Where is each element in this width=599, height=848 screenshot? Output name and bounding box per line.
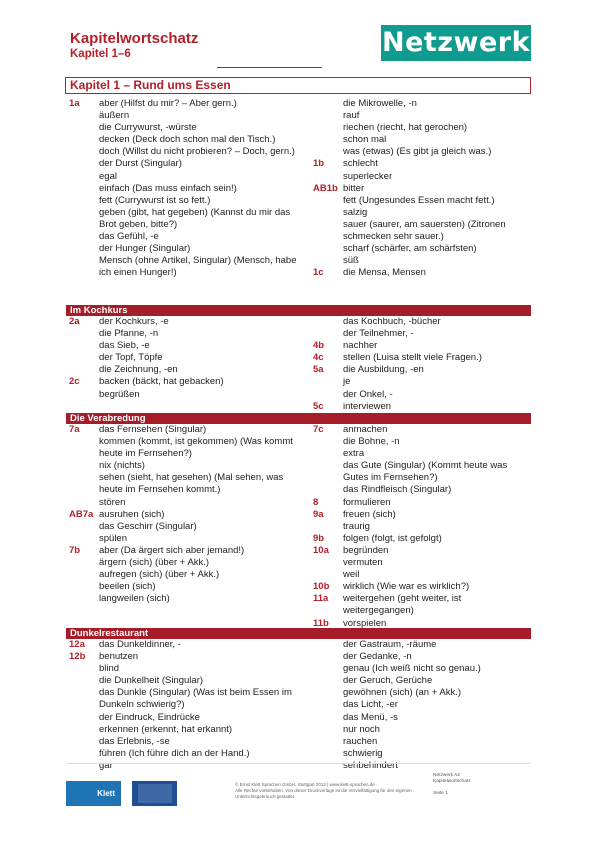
chapter-title: Kapitel 1 – Rund ums Essen <box>65 77 531 94</box>
vocab-entry <box>313 760 533 772</box>
vocab-text: das Dunkle (Singular) (Was ist beim Essen im Dunkeln schwierig?) <box>99 687 292 711</box>
vocab-entry <box>69 98 301 110</box>
vocab-entry <box>313 699 533 711</box>
vocab-entry <box>69 639 301 651</box>
vocab-text: erkennen (erkennt, hat erkannt) <box>99 723 233 735</box>
vocab-entry <box>69 316 301 328</box>
exercise-code <box>69 687 99 711</box>
vocab-text: genau (Ich weiß nicht so genau.) <box>343 663 481 675</box>
exercise-code <box>69 146 99 158</box>
exercise-code: 7a <box>69 424 80 435</box>
exercise-code <box>69 183 99 195</box>
exercise-code: 10b <box>313 581 330 593</box>
exercise-code <box>69 436 99 460</box>
vocab-entry <box>69 472 301 496</box>
vocab-text: gewöhnen (sich) (an + Akk.) <box>343 687 462 699</box>
vocab-entry <box>313 255 533 267</box>
vocab-entry <box>313 521 533 533</box>
vocab-text: anmachen <box>343 424 388 435</box>
vocab-text: benutzen <box>99 651 139 663</box>
vocab-entry <box>313 748 533 760</box>
exercise-code <box>69 748 99 760</box>
vocab-entry <box>313 497 533 509</box>
vocab-text: egal <box>99 170 117 182</box>
exercise-code: 4b <box>313 340 325 352</box>
vocab-entry <box>313 98 533 110</box>
exercise-code: 12b <box>69 651 86 663</box>
vocab-entry <box>313 545 533 557</box>
vocab-entry <box>313 328 533 340</box>
vocab-entry <box>313 581 533 593</box>
vocab-entry <box>69 736 301 748</box>
page-number: Seite 1 <box>433 791 448 796</box>
vocab-text: aufregen (sich) (über + Akk.) <box>99 569 220 581</box>
exercise-code <box>313 484 343 496</box>
exercise-code <box>313 639 343 651</box>
vocab-text: stellen (Luisa stellt viele Fragen.) <box>343 352 482 364</box>
vocab-entry <box>69 158 301 170</box>
exercise-code <box>69 207 99 231</box>
vocab-entry <box>69 521 301 533</box>
vocab-text: rauchen <box>343 735 378 747</box>
vocab-text: interviewen <box>343 400 392 412</box>
vocab-text: spülen <box>99 532 127 544</box>
exercise-code <box>313 98 343 110</box>
vocab-text: der Durst (Singular) <box>99 158 182 170</box>
vocab-entry <box>313 639 533 651</box>
exercise-code <box>313 389 343 401</box>
section-4-right-column <box>313 639 533 772</box>
vocab-entry <box>69 545 301 557</box>
exercise-code <box>313 436 343 448</box>
vocab-entry <box>313 267 533 279</box>
vocab-text: der Onkel, - <box>343 388 393 400</box>
exercise-code <box>69 352 99 364</box>
exercise-code <box>313 663 343 675</box>
vocab-text: freuen (sich) <box>343 508 396 520</box>
vocab-entry <box>69 122 301 134</box>
doc-name: Kapitelwortschatz <box>433 779 471 784</box>
exercise-code <box>313 195 343 207</box>
vocab-entry <box>313 533 533 545</box>
exercise-code <box>69 231 99 243</box>
vocab-text: die Mikrowelle, -n <box>343 98 417 109</box>
exercise-code <box>69 243 99 255</box>
vocab-text: je <box>343 376 351 388</box>
vocab-entry <box>69 581 301 593</box>
vocab-text: das Rindfleisch (Singular) <box>343 484 452 496</box>
vocab-entry <box>69 436 301 460</box>
vocab-entry <box>69 146 301 158</box>
vocab-entry <box>69 569 301 581</box>
vocab-text: wirklich (Wie war es wirklich?) <box>343 581 470 593</box>
vocab-text: die Zeichnung, -en <box>99 364 178 376</box>
vocab-entry <box>313 687 533 699</box>
exercise-code <box>313 110 343 122</box>
vocab-text: traurig <box>343 520 370 532</box>
vocab-text: der Teilnehmer, - <box>343 328 414 340</box>
vocab-entry <box>69 557 301 569</box>
vocab-text: riechen (riecht, hat gerochen) <box>343 122 468 134</box>
vocab-entry <box>69 328 301 340</box>
exercise-code: 2c <box>69 376 80 388</box>
vocab-text: ausruhen (sich) <box>99 508 165 520</box>
vocab-text: salzig <box>343 206 368 218</box>
exercise-code <box>69 364 99 376</box>
exercise-code <box>69 134 99 146</box>
vocab-text: beeilen (sich) <box>99 581 156 593</box>
vocab-text: äußern <box>99 110 130 122</box>
vocab-text: scharf (schärfer, am schärfsten) <box>343 243 477 255</box>
partner-logo <box>132 781 177 806</box>
vocab-text: aber (Hilfst du mir? – Aber gern.) <box>99 98 237 109</box>
vocab-entry <box>313 593 533 617</box>
vocab-entry <box>313 243 533 255</box>
section-1-left-column <box>69 98 301 279</box>
vocab-text: das Sieb, -e <box>99 340 150 352</box>
exercise-code <box>313 207 343 219</box>
section-heading-im-kochkurs: Im Kochkurs <box>66 305 531 316</box>
vocab-text: der Topf, Töpfe <box>99 352 163 364</box>
exercise-code <box>313 699 343 711</box>
vocab-entry <box>69 724 301 736</box>
exercise-code <box>313 760 343 772</box>
vocab-entry <box>313 651 533 663</box>
exercise-code <box>69 581 99 593</box>
exercise-code <box>69 255 99 279</box>
vocab-entry <box>313 376 533 388</box>
exercise-code: 2a <box>69 316 80 327</box>
vocab-entry <box>69 134 301 146</box>
exercise-code <box>313 134 343 146</box>
vocab-entry <box>69 509 301 521</box>
vocab-text: das Erlebnis, -se <box>99 735 170 747</box>
exercise-code <box>69 569 99 581</box>
exercise-code: 1b <box>313 158 325 170</box>
vocab-text: die Pfanne, -n <box>99 328 159 340</box>
vocab-entry <box>313 389 533 401</box>
vocab-text: fett (Ungesundes Essen macht fett.) <box>343 194 495 206</box>
vocab-entry <box>313 122 533 134</box>
vocab-entry <box>313 401 533 413</box>
vocab-text: das Menü, -s <box>343 711 398 723</box>
vocab-entry <box>313 675 533 687</box>
exercise-code <box>313 712 343 724</box>
vocab-text: die Dunkelheit (Singular) <box>99 675 204 687</box>
section-3-right-column <box>313 424 533 630</box>
exercise-code <box>69 122 99 134</box>
exercise-code <box>69 663 99 675</box>
exercise-code: 11b <box>313 617 329 629</box>
exercise-code <box>313 651 343 663</box>
vocab-text: die Bohne, -n <box>343 436 400 448</box>
section-2-right-column <box>313 316 533 413</box>
vocab-text: stören <box>99 496 126 508</box>
page-title: Kapitelwortschatz <box>70 30 199 47</box>
exercise-code <box>69 460 99 472</box>
vocab-text: nix (nichts) <box>99 460 145 472</box>
exercise-code: 12a <box>69 639 85 650</box>
footer-divider <box>66 763 531 764</box>
exercise-code <box>313 736 343 748</box>
exercise-code: AB1b <box>313 182 338 194</box>
exercise-code <box>69 195 99 207</box>
exercise-code <box>69 760 99 772</box>
exercise-code: 4c <box>313 352 324 364</box>
exercise-code <box>313 316 343 328</box>
exercise-code <box>313 724 343 736</box>
vocab-entry <box>313 364 533 376</box>
vocab-text: fett (Currywurst ist so fett.) <box>99 194 211 206</box>
exercise-code <box>313 171 343 183</box>
vocab-entry <box>69 460 301 472</box>
vocab-text: führen (Ich führe dich an der Hand.) <box>99 747 250 759</box>
vocab-text: backen (bäckt, hat gebacken) <box>99 376 224 388</box>
vocab-text: die Currywurst, -würste <box>99 122 197 134</box>
exercise-code <box>313 687 343 699</box>
vocab-entry <box>313 195 533 207</box>
vocab-entry <box>313 424 533 436</box>
exercise-code <box>69 521 99 533</box>
exercise-code: 7c <box>313 424 324 435</box>
exercise-code: 8 <box>313 496 319 508</box>
exercise-code <box>313 748 343 760</box>
vocab-entry <box>69 255 301 279</box>
vocab-text: blind <box>99 663 120 675</box>
vocab-text: aber (Da ärgert sich aber jemand!) <box>99 544 245 556</box>
exercise-code <box>313 255 343 267</box>
exercise-code <box>69 736 99 748</box>
vocab-entry <box>313 316 533 328</box>
vocab-entry <box>69 651 301 663</box>
vocab-text: das Fernsehen (Singular) <box>99 424 207 435</box>
exercise-code <box>313 448 343 460</box>
exercise-code: 11a <box>313 593 329 605</box>
vocab-entry <box>313 158 533 170</box>
exercise-code <box>313 675 343 687</box>
vocab-text: extra <box>343 448 365 460</box>
vocab-text: Mensch (ohne Artikel, Singular) (Mensch, habe ich einen Hunger!) <box>99 255 297 279</box>
netzwerk-logo: Netzwerk <box>381 25 531 61</box>
section-4-left-column <box>69 639 301 772</box>
vocab-entry <box>69 663 301 675</box>
vocab-entry <box>313 207 533 219</box>
section-1-right-column <box>313 98 533 279</box>
exercise-code <box>69 497 99 509</box>
exercise-code <box>69 158 99 170</box>
exercise-code <box>69 712 99 724</box>
vocab-entry <box>69 712 301 724</box>
vocab-text: sehbehindert <box>343 759 398 771</box>
exercise-code <box>313 376 343 388</box>
vocab-entry <box>69 497 301 509</box>
vocab-entry <box>69 364 301 376</box>
exercise-code <box>313 219 343 243</box>
vocab-entry <box>69 207 301 231</box>
vocab-entry <box>69 195 301 207</box>
vocab-text: der Eindruck, Eindrücke <box>99 711 200 723</box>
vocab-text: folgen (folgt, ist gefolgt) <box>343 532 442 544</box>
vocab-text: nur noch <box>343 723 380 735</box>
vocab-text: vorspielen <box>343 617 387 629</box>
vocab-text: begründen <box>343 544 389 556</box>
vocab-text: schwierig <box>343 747 383 759</box>
vocab-text: süß <box>343 255 359 267</box>
vocab-text: die Ausbildung, -en <box>343 364 424 376</box>
vocab-text: doch (Willst du nicht probieren? – Doch, gern.) <box>99 146 295 158</box>
exercise-code <box>69 675 99 687</box>
legal-notice <box>235 782 415 800</box>
vocab-text: weitergehen (geht weiter, ist weitergegangen) <box>343 593 462 617</box>
vocab-entry <box>69 533 301 545</box>
vocab-entry <box>69 687 301 711</box>
vocab-text: das Gute (Singular) (Kommt heute was Gutes im Fernsehen?) <box>343 460 508 484</box>
vocab-text: das Kochbuch, -bücher <box>343 316 441 327</box>
section-2-left-column <box>69 316 301 401</box>
vocab-entry <box>313 712 533 724</box>
vocab-text: vermuten <box>343 557 383 569</box>
vocab-entry <box>69 243 301 255</box>
book-name: Netzwerk A2 <box>433 773 460 778</box>
vocab-text: das Gefühl, -e <box>99 231 159 243</box>
exercise-code: 7b <box>69 544 81 556</box>
exercise-code <box>69 171 99 183</box>
vocab-entry <box>313 484 533 496</box>
exercise-code <box>69 557 99 569</box>
vocab-text: nachher <box>343 340 378 352</box>
vocab-text: der Gedanke, -n <box>343 651 412 663</box>
header-underline <box>217 67 322 68</box>
vocab-entry <box>313 509 533 521</box>
exercise-code: 1c <box>313 267 324 279</box>
exercise-code <box>69 389 99 401</box>
vocab-entry <box>313 460 533 484</box>
vocab-text: schlecht <box>343 158 378 170</box>
vocab-entry <box>313 663 533 675</box>
vocab-entry <box>69 760 301 772</box>
exercise-code <box>69 110 99 122</box>
vocab-entry <box>313 146 533 158</box>
exercise-code: 10a <box>313 544 329 556</box>
vocab-entry <box>69 340 301 352</box>
page-info <box>433 773 471 797</box>
page-subtitle: Kapitel 1–6 <box>70 48 131 60</box>
vocab-text: der Geruch, Gerüche <box>343 675 433 687</box>
vocab-entry <box>313 340 533 352</box>
vocab-text: bitter <box>343 182 365 194</box>
vocab-entry <box>313 219 533 243</box>
exercise-code <box>69 593 99 605</box>
vocab-text: das Geschirr (Singular) <box>99 520 197 532</box>
exercise-code <box>313 569 343 581</box>
exercise-code: 5c <box>313 400 324 412</box>
exercise-code: 9a <box>313 508 324 520</box>
exercise-code: 1a <box>69 98 80 109</box>
vocab-text: einfach (Das muss einfach sein!) <box>99 182 237 194</box>
vocab-entry <box>69 376 301 388</box>
vocab-text: die Mensa, Mensen <box>343 267 426 279</box>
vocab-text: gar <box>99 759 113 771</box>
vocab-entry <box>69 389 301 401</box>
exercise-code <box>69 472 99 496</box>
vocab-text: rauf <box>343 110 360 122</box>
vocab-text: begrüßen <box>99 388 140 400</box>
vocab-entry <box>69 231 301 243</box>
exercise-code <box>313 243 343 255</box>
vocab-entry <box>313 569 533 581</box>
vocab-entry <box>313 436 533 448</box>
klett-logo: Klett <box>66 781 121 806</box>
vocab-text: was (etwas) (Es gibt ja gleich was.) <box>343 146 492 158</box>
vocab-entry <box>313 724 533 736</box>
vocab-entry <box>69 675 301 687</box>
exercise-code <box>313 557 343 569</box>
vocab-entry <box>313 183 533 195</box>
vocab-text: der Hunger (Singular) <box>99 243 191 255</box>
vocab-entry <box>69 748 301 760</box>
vocab-entry <box>313 736 533 748</box>
exercise-code <box>69 328 99 340</box>
vocab-text: sehen (sieht, hat gesehen) (Mal sehen, was heute im Fernsehen kommt.) <box>99 472 284 496</box>
exercise-code <box>313 328 343 340</box>
vocab-text: der Kochkurs, -e <box>99 316 169 327</box>
vocab-text: langweilen (sich) <box>99 593 170 605</box>
vocab-entry <box>313 171 533 183</box>
vocab-entry <box>69 183 301 195</box>
vocab-entry <box>313 448 533 460</box>
vocab-text: der Gastraum, -räume <box>343 639 437 650</box>
exercise-code <box>69 724 99 736</box>
vocab-text: superlecker <box>343 170 393 182</box>
vocab-entry <box>69 171 301 183</box>
vocab-text: weil <box>343 569 360 581</box>
vocab-entry <box>313 557 533 569</box>
exercise-code <box>313 460 343 484</box>
vocab-text: formulieren <box>343 496 391 508</box>
vocab-entry <box>69 352 301 364</box>
section-3-left-column <box>69 424 301 605</box>
vocab-text: das Licht, -er <box>343 699 398 711</box>
vocab-text: das Dunkeldinner, - <box>99 639 181 650</box>
exercise-code <box>69 340 99 352</box>
exercise-code <box>313 146 343 158</box>
vocab-text: geben (gibt, hat gegeben) (Kannst du mir das Brot geben, bitte?) <box>99 206 291 230</box>
vocab-text: schon mal <box>343 134 387 146</box>
legal-line-1: © Ernst Klett Sprachen GmbH, Stuttgart 2012 | www.klett-sprachen.de <box>235 782 375 787</box>
vocab-entry <box>69 593 301 605</box>
exercise-code: 5a <box>313 364 324 376</box>
vocab-text: ärgern (sich) (über + Akk.) <box>99 557 210 569</box>
exercise-code: 9b <box>313 532 325 544</box>
section-heading-dunkelrestaurant: Dunkelrestaurant <box>66 628 531 639</box>
exercise-code: AB7a <box>69 508 94 520</box>
exercise-code <box>69 533 99 545</box>
vocab-entry <box>69 424 301 436</box>
vocab-entry <box>313 110 533 122</box>
section-heading-die-verabredung: Die Verabredung <box>66 413 531 424</box>
vocab-entry <box>69 110 301 122</box>
vocab-text: sauer (saurer, am sauersten) (Zitronen schmecken sehr sauer.) <box>343 218 506 243</box>
vocab-entry <box>313 134 533 146</box>
exercise-code <box>313 521 343 533</box>
vocab-text: decken (Deck doch schon mal den Tisch.) <box>99 134 276 146</box>
vocab-entry <box>313 352 533 364</box>
legal-line-2: Alle Rechte vorbehalten. Von dieser Druckvorlage ist die Vervielfältigung für den eigenen Unterrichtsgebrauch gestattet. <box>235 788 412 799</box>
vocab-text: kommen (kommt, ist gekommen) (Was kommt heute im Fernsehen?) <box>99 436 293 460</box>
exercise-code <box>313 122 343 134</box>
